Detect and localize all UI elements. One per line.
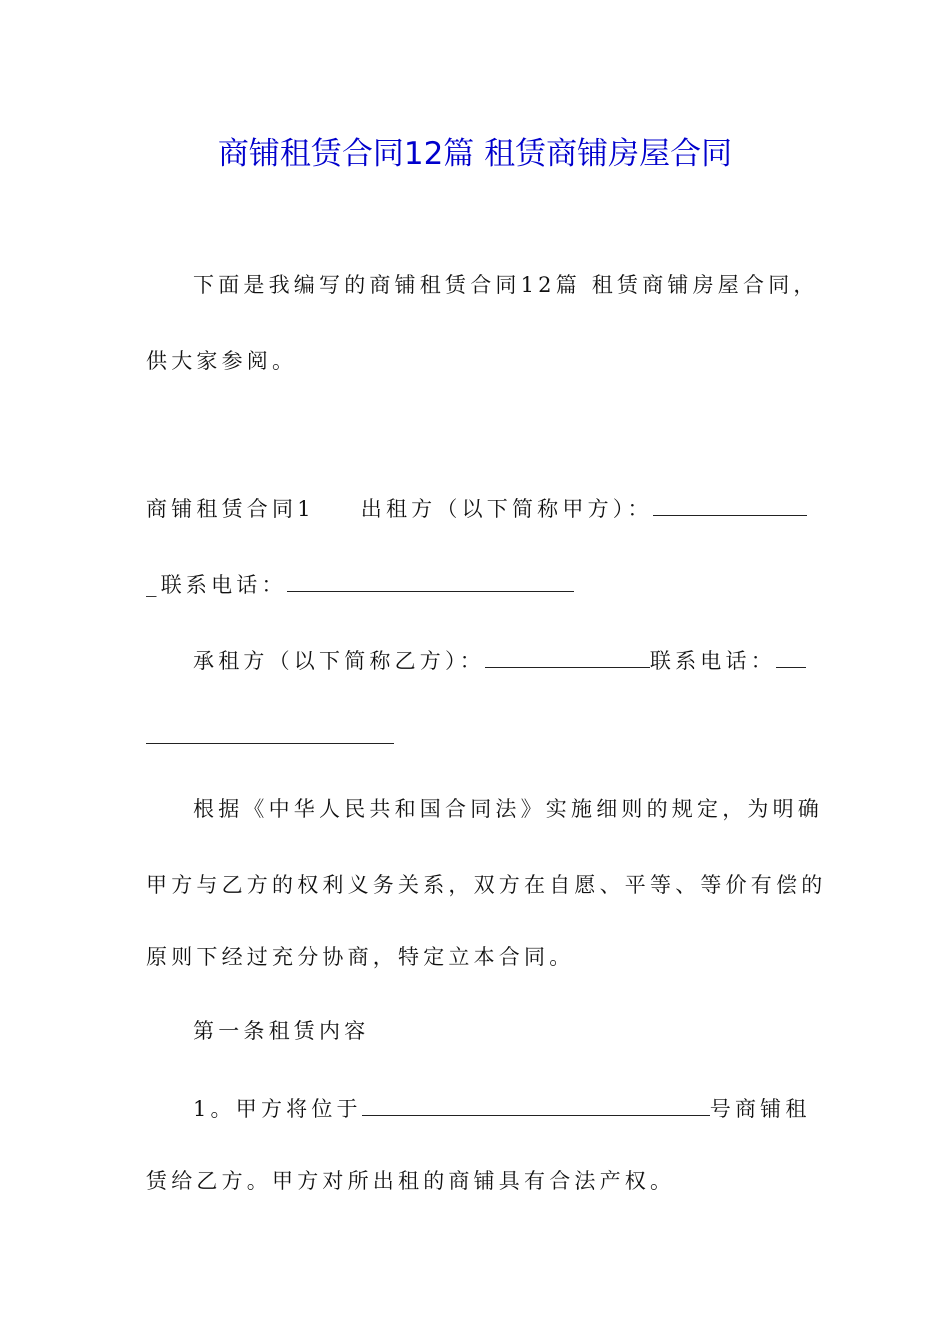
intro-line-2: 供大家参阅。 [146,349,298,373]
article-1-item-1 [193,1094,811,1124]
underscore-prefix: _ [146,573,161,597]
basis-line-3: 原则下经过充分协商，特定立本合同。 [146,945,575,969]
item-1-prefix: 1。甲方将位于 [193,1097,362,1121]
lessor-phone-blank [287,573,574,592]
contract-1-lessor-line [146,494,807,524]
article-1-heading: 第一条租赁内容 [193,1019,370,1043]
lessee-phone-label: 联系电话： [649,649,776,673]
lessee-name-blank [485,649,650,668]
document-title: 商铺租赁合同12篇 租赁商铺房屋合同 [217,136,733,172]
basis-line-2: 甲方与乙方的权利义务关系，双方在自愿、平等、等价有偿的 [146,873,827,897]
lessor-label: 出租方（以下简称甲方）： [360,497,653,521]
lessee-label: 承租方（以下简称乙方）： [193,649,485,673]
lessor-phone-line [146,570,574,600]
lessor-name-blank [653,497,807,516]
basis-line-1: 根据《中华人民共和国合同法》实施细则的规定，为明确 [193,797,823,821]
lessee-phone-blank-start [776,649,806,668]
item-1-suffix: 号商铺租 [709,1097,811,1121]
contract-heading: 商铺租赁合同1 [146,497,315,521]
lessee-phone-continuation [146,722,394,752]
lessee-line [193,646,806,676]
shop-location-blank [362,1097,710,1116]
intro-line-1: 下面是我编写的商铺租赁合同12篇 租赁商铺房屋合同， [193,273,819,297]
lessee-phone-blank [146,725,394,744]
article-1-item-1-line-2: 赁给乙方。甲方对所出租的商铺具有合法产权。 [146,1169,676,1193]
lessor-phone-label: 联系电话： [160,573,287,597]
